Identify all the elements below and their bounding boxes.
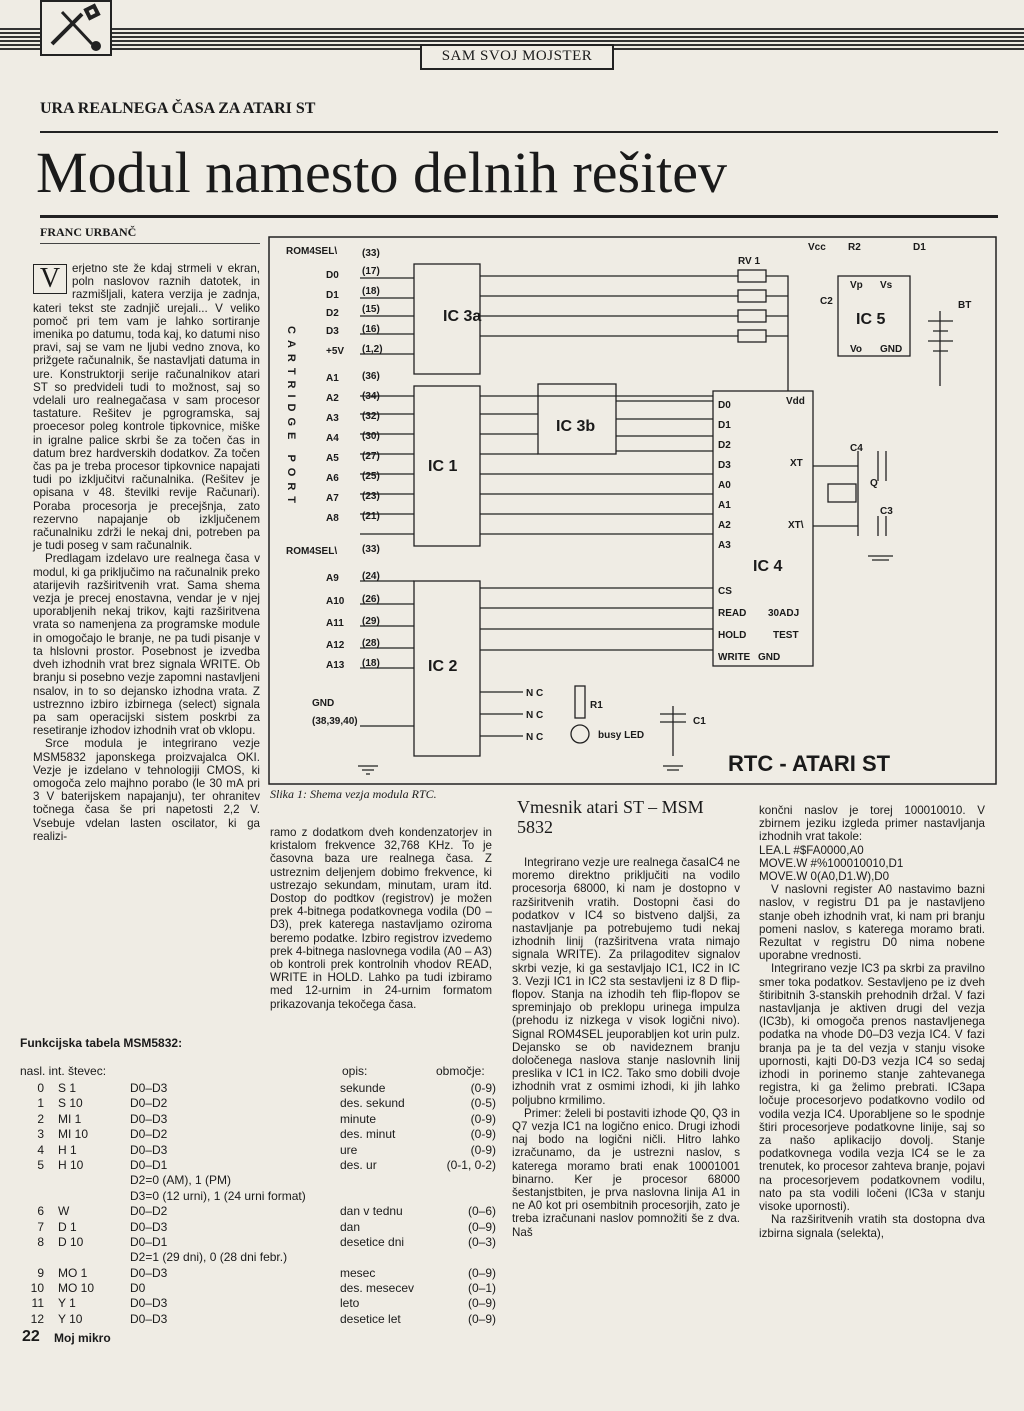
sig-label: A4 — [326, 433, 339, 444]
misc-label: D1 — [913, 242, 926, 253]
sig-label: ROM4SEL\ — [286, 546, 338, 557]
table-cell-reg: MI 1 — [58, 1111, 82, 1126]
table-row — [22, 1297, 496, 1312]
table-cell-reg: MO 1 — [58, 1265, 88, 1280]
sig-label: D3 — [326, 326, 339, 337]
hand-tools-icon — [40, 0, 112, 56]
table-cell-range: (0-1, 0-2) — [446, 1157, 496, 1172]
sig-label: A2 — [326, 393, 339, 404]
table-cell-bits: D0–D3 — [130, 1311, 168, 1326]
sig-label: A1 — [326, 373, 339, 384]
pin-label: (26) — [362, 594, 380, 605]
magazine-name: Moj mikro — [54, 1331, 111, 1345]
table-cell-reg: D 1 — [58, 1219, 77, 1234]
pin-label: (33) — [362, 544, 380, 555]
pin-label: (33) — [362, 248, 380, 259]
page-number: 22 — [22, 1328, 40, 1345]
table-cell-n: 1 — [37, 1096, 44, 1111]
table-cell-bits: D0–D3 — [130, 1296, 168, 1311]
table-cell-n: 5 — [37, 1157, 44, 1172]
paragraph: Integrirano vezje IC3 pa skrbi za pravilno smer toka podatkov. Sestavljeno pe iz dveh štiribitnih 3-stanskih prehodnih držal. V fazi nastavljanja je aktiven drugi del vezja (IC3b), ki omogoča prenos nastavljenega podatka na vhode D0–D3 vezja IC4. V fazi branja pa je ta del vezja v stanju visoke upornosti, kajti D0-D3 vezja IC4 so sedaj izhodi in porinemo stanje zahtevanega registra, ki ga želimo prebrati. IC3apa ločuje procesorjevo podatkovno vodilo od vodila vezja IC4. Uporabljene so le spodnje štiri procesorjeve podatkovne linije, saj so za našo aplikacijo dovolj. Stanje podatkovnega vodila vezja IC4 se le za trenutek, ko procesor zahteva branje, pojavi na procesorjevem podatkovnem vodilu, nato pa sta vodili ločeni (IC3a v stanju visoke upornosti). — [759, 962, 985, 1214]
sig-label: D1 — [326, 290, 339, 301]
misc-label: GND — [880, 344, 903, 355]
table-cell-desc: desetice let — [340, 1311, 401, 1326]
drop-cap: V — [33, 264, 67, 294]
pin-label: (1,2) — [362, 344, 383, 355]
ic-label: IC 3a — [443, 308, 482, 325]
table-cell-desc: desetice dni — [340, 1234, 405, 1249]
figure-caption: Slika 1: Shema vezja modula RTC. — [270, 787, 437, 801]
misc-label: C2 — [820, 296, 833, 307]
ic4-label: TEST — [773, 630, 799, 641]
table-cell-desc: des. mesecev — [340, 1281, 415, 1296]
table-cell-n: 12 — [30, 1311, 44, 1326]
ic4-label: A1 — [718, 500, 731, 511]
misc-label: C4 — [850, 443, 863, 454]
table-cell-desc: des. minut — [340, 1127, 396, 1142]
table-cell-bits: D0–D2 — [130, 1204, 168, 1219]
misc-label: busy LED — [598, 730, 645, 741]
pin-label: (23) — [362, 491, 380, 502]
pin-label: (15) — [362, 304, 380, 315]
table-row — [22, 1221, 496, 1236]
sig-label: D2 — [326, 308, 339, 319]
sig-label: A13 — [326, 660, 345, 671]
table-cell-desc: ure — [340, 1142, 358, 1157]
ic-label: IC 1 — [428, 458, 458, 475]
sig-label: D0 — [326, 270, 339, 281]
pin-label: (24) — [362, 571, 380, 582]
sig-label: GND — [312, 698, 335, 709]
table-cell-n: 10 — [30, 1281, 44, 1296]
table-cell-desc: leto — [340, 1296, 360, 1311]
table-cell-reg: S 10 — [58, 1096, 83, 1111]
table-cell-reg: H 10 — [58, 1157, 84, 1172]
table-cell-n — [22, 1174, 58, 1189]
table-cell-n: 0 — [37, 1081, 44, 1095]
ic4-label: CS — [718, 586, 732, 597]
table-row — [22, 1205, 496, 1220]
table-cell-reg: H 1 — [58, 1142, 77, 1157]
pin-label: (27) — [362, 451, 380, 462]
table-cell-reg: D 10 — [58, 1234, 84, 1249]
table-cell-range: (0-9) — [470, 1142, 496, 1157]
paragraph: končni naslov je torej 100010010. V zbirnem jeziku izgleda primer nastavljanja izhodnih vrat takole: — [759, 804, 985, 844]
article-title: Modul namesto delnih rešitev — [36, 140, 728, 205]
table-cell-range: (0–3) — [467, 1234, 496, 1249]
pin-label: (17) — [362, 266, 380, 277]
pin-label: (21) — [362, 511, 380, 522]
rule — [40, 243, 260, 244]
ic4-label: HOLD — [718, 630, 747, 641]
header-addr: nasl. int. števec: — [20, 1064, 107, 1078]
ic4-label: XT\ — [788, 520, 804, 531]
table-cell-bits: D0 — [130, 1281, 146, 1296]
table-cell-reg: MI 10 — [58, 1127, 89, 1142]
table-cell-bits: D0–D3 — [130, 1265, 168, 1280]
table-cell-reg — [58, 1251, 130, 1266]
table-cell-desc: sekunde — [340, 1081, 386, 1095]
table-row — [22, 1097, 496, 1112]
sig-label: A11 — [326, 618, 344, 629]
table-cell-desc: mesec — [340, 1265, 376, 1280]
table-row — [22, 1251, 496, 1266]
table-row — [22, 1267, 496, 1282]
table-cell-desc: minute — [340, 1111, 377, 1126]
table-cell-bits: D2=1 (29 dni), 0 (28 dni febr.) — [130, 1250, 288, 1265]
ic-label: IC 3b — [556, 418, 596, 435]
paragraph: erjetno ste že kdaj strmeli v ekran, poln naslovov raznih datotek, in razmišljali, katera verzija je zadnja, kateri tekst ste zadnjič urejali... V veliko pomoč pri tem vam je lahko sortiranje imenika po datumu, toda kaj, ko datumi niso pravi, saj se vam ne ljubi vedno znova, ko prižgete računalnik, še nastavljati datuma in ure. Konstruktorji serije računalnikov atari ST so predvideli tudi to možnost, saj so vdelali uro realnegačasa v sam procesor tastature. Rešitev je pgrogramska, saj proecesor poleg kontrole tipkovnice, miške in igralne palice skrbi še za točen čas in datum brez hardverskih dodatkov. Za točen čas pa je treba procesor tipkovnice napajati tudi po izključitvi računalnika. (Rešitev je opisana v 48. številki revije Računari). Poraba procesorja je precejšnja, zato rezervno napajanje ob izključenem računalniku zdrži le nekaj dni, potreben pa je tudi poseg v sam računalnik. — [33, 262, 260, 553]
code-line: MOVE.W 0(A0,D1.W),D0 — [759, 870, 890, 884]
ic4-label: D1 — [718, 420, 731, 431]
ic4-label: D2 — [718, 440, 731, 451]
table-cell-desc: dan v tednu — [340, 1204, 403, 1219]
paragraph: Na razširitvenih vratih sta dostopna dva izbirna signala (selekta), — [759, 1213, 985, 1240]
pin-label: (25) — [362, 471, 380, 482]
ic-label: IC 4 — [753, 558, 783, 575]
table-title: Funkcijska tabela MSM5832: — [20, 1036, 183, 1050]
table-cell-bits: D0–D3 — [130, 1142, 168, 1157]
misc-label: BT — [958, 300, 972, 311]
ic4-label: A3 — [718, 540, 731, 551]
header-desc: opis: — [342, 1064, 368, 1078]
table-cell-reg: S 1 — [58, 1081, 77, 1095]
paragraph: Primer: želeli bi postaviti izhode Q0, Q3 in Q7 vezja IC1 na logično enico. Drugi izhodi naj bodo na logični ničli. Hitro lahko izračunamo, da je ustrezni naslov, s katerega moramo brati enak 10001001 binarno. Ker je procesor 68000 šestanjstbiten, je prva naslovna linija A1 in ne A0 kot pri osembitnih procesorjih, zato je treba izračunani naslov pomnožiti še z dva. Naš — [512, 1106, 740, 1239]
table-cell-bits: D0–D1 — [130, 1234, 168, 1249]
table-cell-n: 6 — [37, 1204, 44, 1219]
section-heading: Vmesnik atari ST – MSM 5832 — [517, 797, 704, 837]
sig-label: A8 — [326, 513, 339, 524]
text-column-3 — [512, 856, 740, 1239]
sig-label: A9 — [326, 573, 339, 584]
paragraph: Predlagam izdelavo ure realnega časa v modul, ki ga priključimo na računalnik preko atarijevih razširitvenih vrat. Sama shema vezja je precej enostavna, vendar je v njej uporabljenih nekaj trikov, kajti razširitvena vrata so namenjena za programske module in omogočajo le branje, ne pa tudi pisanje v ta hlslovni prostor. Posebnost je izvedba dveh izhodnih vrat brez signala WRITE. Ob branju si posebno vezje zapomni nastavljeni nsalov, in to so dejansko izhodna vrata. Z ustreznno izbiro izbirnega (select) signala pa sam operacijski sistem poskrbi za resetiranje izhodov izhodnih vrat ob vklopu. — [33, 552, 260, 738]
pin-label: (16) — [362, 324, 380, 335]
ic4-label: WRITE — [718, 652, 751, 663]
table-cell-n — [22, 1190, 58, 1205]
paragraph: Integrirano vezje ure realnega časaIC4 ne moremo direktno priključiti na vodilo procesorja 68000, ki nam je dostopno v razširitvenih vratih. Dostopni časi do podatkov v IC4 so bistveno daljši, za nastavljanje pa potrebujemo tudi nekaj izhodnih linij (razširitvena vrata nimajo signala WRITE). Za prilagoditev signalov skrbi vezje, ki ga sestavljajo IC1, IC2 in IC 3. Vezji IC1 in IC2 sta sestavljeni iz 8 D flip-flopov. Stanja na izhodih teh flip-flopov se spreminjajo ob preklopu urinega impulza (prehodu iz nizkega v visok logični nivo). Signal ROM4SEL jeuporabljen kot urin pulz. Dejansko se ob navideznem branju določenega naslova stanje naslovnih linij preslika v IC1 in IC2. Tako smo dobili dvoje izhodnih vrat z osmimi izhodi, ki jih lahko poljubno krmilimo. — [512, 856, 740, 1107]
table-row — [22, 1282, 496, 1297]
sig-label: A7 — [326, 493, 339, 504]
table-row — [22, 1236, 496, 1251]
table-cell-bits: D0–D2 — [130, 1127, 168, 1142]
misc-label: R1 — [590, 700, 603, 711]
pin-label: (30) — [362, 431, 380, 442]
table-cell-n: 8 — [37, 1234, 44, 1249]
paragraph: ramo z dodatkom dveh kondenzatorjev in kristalom frekvence 32,768 KHz. To je časovna baza ure realnega časa. Z ustreznim deljenjem dobimo frekvence, ki ustrezajo sekundam, minutam, uram itd. Dostop do podtkov (registrov) je možen prek 4-bitnega podatkovnega vodila (D0 – D3), prek katerega nastavljamo oziroma beremo podatke. Izbiro registrov izvedemo prek 4-bitnega naslovnega vodila (A0 – A3) ob kontroli prek kontrolnih vhodov READ, WRITE in HOLD. Lahko pa tudi izbiramo med 12-urnim in 24-urnim formatom prikazovanja tekočega časa. — [270, 826, 492, 1011]
table-cell-reg — [58, 1174, 130, 1189]
pin-label: (18) — [362, 658, 380, 669]
pin-label: (28) — [362, 638, 380, 649]
table-cell-range: (0–9) — [467, 1296, 496, 1311]
code-line: LEA.L #$FA0000,A0 — [759, 843, 864, 857]
table-cell-reg: Y 1 — [58, 1296, 76, 1311]
misc-label: Q — [870, 478, 878, 489]
ic4-label: READ — [718, 608, 747, 619]
table-cell-n: 4 — [37, 1142, 44, 1157]
table-row — [22, 1082, 496, 1097]
table-row — [22, 1128, 496, 1143]
section-label: SAM SVOJ MOJSTER — [420, 44, 614, 70]
table-cell-bits: D2=0 (AM), 1 (PM) — [130, 1173, 232, 1188]
figure-heading: RTC - ATARI ST — [728, 751, 891, 776]
code-line: MOVE.W #%100010010,D1 — [759, 856, 904, 870]
ic4-label: 30ADJ — [768, 608, 800, 619]
table-cell-bits: D3=0 (12 urni), 1 (24 urni format) — [130, 1188, 306, 1203]
table-cell-range: (0–1) — [467, 1281, 496, 1296]
ic4-label: D0 — [718, 400, 731, 411]
pin-label: (29) — [362, 616, 380, 627]
misc-label: Vcc — [808, 242, 826, 253]
ic4-label: Vdd — [786, 396, 805, 407]
table-cell-n: 9 — [37, 1265, 44, 1280]
pin-label: (34) — [362, 391, 380, 402]
article-kicker: URA REALNEGA ČASA ZA ATARI ST — [40, 100, 316, 117]
table-row — [22, 1190, 496, 1205]
table-cell-reg — [58, 1190, 130, 1205]
ic4-label: GND — [758, 652, 781, 663]
paragraph: V naslovni register A0 nastavimo bazni naslov, v registru D1 pa je nastavljeno stanje obeh izhodnih vrat, ki nam pri branju pomeni naslov, s katerega moramo brati. Rezultat v registru D0 nima nobene uporabne vrednosti. — [759, 883, 985, 963]
table-cell-range: (0–9) — [467, 1265, 496, 1280]
table-row — [22, 1113, 496, 1128]
table-cell-reg: Y 10 — [58, 1311, 83, 1326]
misc-label: N C — [526, 688, 544, 699]
sig-label: A12 — [326, 640, 345, 651]
table-row — [22, 1159, 496, 1174]
table-row — [22, 1144, 496, 1159]
paragraph: Srce modula je integrirano vezje MSM5832 japonskega proizvajalca OKI. Vezje je izdelano v tehnologiji CMOS, ki omogoča zelo majhno porabo (le 30 mA pri 3 V baterijskem napajanju), ter ohranitev točnega časa še pri napetosti 2,2 V. Vsebuje vdelan lasten oscilator, ki ga realizi- — [33, 737, 260, 843]
table-cell-n: 7 — [37, 1219, 44, 1234]
table-cell-range: (0-9) — [470, 1081, 496, 1095]
table-cell-bits: D0–D3 — [130, 1111, 168, 1126]
ic-label: IC 2 — [428, 658, 458, 675]
table-cell-n — [22, 1251, 58, 1266]
sig-label: (38,39,40) — [312, 716, 358, 727]
sig-label: A6 — [326, 473, 339, 484]
sig-label: +5V — [326, 346, 345, 357]
table-cell-n: 3 — [37, 1127, 44, 1142]
misc-label: R2 — [848, 242, 861, 253]
ic4-label: XT — [790, 458, 803, 469]
text-column-2 — [270, 826, 492, 1011]
table-cell-bits: D0–D2 — [130, 1096, 168, 1111]
pin-label: (36) — [362, 371, 380, 382]
table-cell-range: (0-9) — [470, 1111, 496, 1126]
ic4-label: D3 — [718, 460, 731, 471]
misc-label: C1 — [693, 716, 706, 727]
table-cell-reg: W — [58, 1204, 70, 1219]
sig-label: A5 — [326, 453, 339, 464]
author-byline: FRANC URBANČ — [40, 225, 137, 239]
table-cell-desc: des. ur — [340, 1157, 377, 1172]
table-cell-desc: des. sekund — [340, 1096, 405, 1111]
pin-label: (32) — [362, 411, 380, 422]
ic4-label: A0 — [718, 480, 731, 491]
misc-label: C3 — [880, 506, 893, 517]
table-row — [22, 1313, 496, 1328]
function-table — [22, 1082, 496, 1328]
rule — [40, 131, 998, 133]
misc-label: Vo — [850, 344, 863, 355]
text-column-1 — [33, 262, 260, 843]
pin-label: (18) — [362, 286, 380, 297]
table-cell-range: (0-5) — [470, 1096, 496, 1111]
table-cell-n: 2 — [37, 1111, 44, 1126]
table-cell-range: (0–6) — [467, 1204, 496, 1219]
rule — [40, 215, 998, 218]
table-cell-bits: D0–D1 — [130, 1157, 168, 1172]
table-cell-range: (0-9) — [470, 1127, 496, 1142]
table-cell-range: (0–9) — [467, 1311, 496, 1326]
circuit-schematic — [268, 236, 998, 786]
misc-label: N C — [526, 710, 544, 721]
table-header — [20, 1064, 500, 1078]
table-row — [22, 1174, 496, 1189]
misc-label: RV 1 — [738, 256, 761, 267]
header-range: območje: — [436, 1064, 485, 1078]
sig-label: A10 — [326, 596, 345, 607]
text-column-4 — [759, 804, 985, 1240]
misc-label: Vs — [880, 280, 893, 291]
table-cell-bits: D0–D3 — [130, 1081, 168, 1095]
table-cell-desc: dan — [340, 1219, 361, 1234]
misc-label: N C — [526, 732, 544, 743]
table-cell-n: 11 — [31, 1296, 44, 1311]
misc-label: Vp — [850, 280, 863, 291]
ic4-label: A2 — [718, 520, 731, 531]
cartridge-port-label: CARTRIDGE PORT — [285, 326, 297, 509]
ic-label: IC 5 — [856, 311, 886, 328]
table-cell-range: (0–9) — [467, 1219, 496, 1234]
sig-label: A3 — [326, 413, 339, 424]
sig-label: ROM4SEL\ — [286, 246, 338, 257]
table-cell-bits: D0–D3 — [130, 1219, 168, 1234]
table-cell-reg: MO 10 — [58, 1281, 95, 1296]
